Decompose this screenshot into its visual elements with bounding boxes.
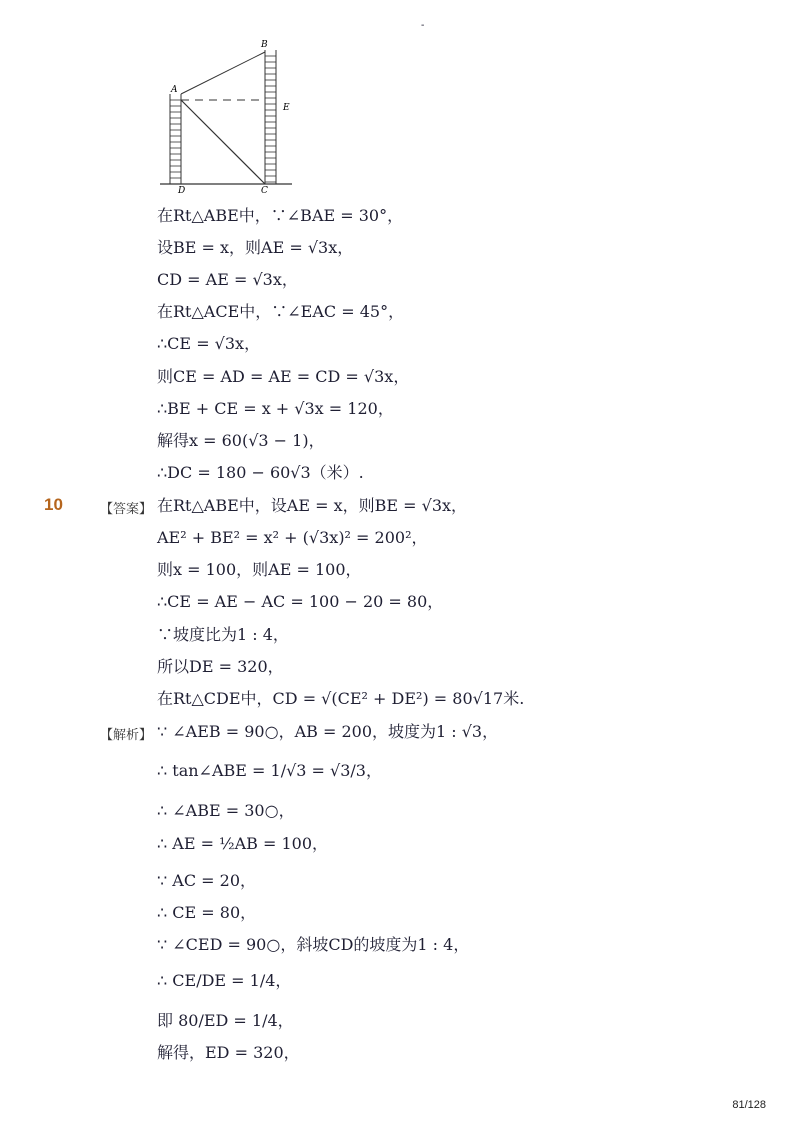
line-AB xyxy=(181,52,265,94)
analysis-line: 解得，ED = 320， xyxy=(157,1043,300,1062)
analysis-line: ∴ ∠ABE = 30○， xyxy=(157,801,295,820)
solution-line: 在Rt△ABE中，∵∠BAE = 30°， xyxy=(157,206,404,225)
analysis-tag: 【解析】 xyxy=(100,728,153,743)
analysis-line: ∵ AC = 20， xyxy=(157,871,257,890)
line-AC xyxy=(181,100,265,184)
analysis-line: ∵ ∠AEB = 90○，AB = 200，坡度为1 : √3， xyxy=(157,722,499,741)
solution-line: 设BE = x，则AE = √3x， xyxy=(157,238,354,257)
analysis-line: ∴ CE/DE = 1/4， xyxy=(157,971,292,990)
solution-line: ∴CE = √3x， xyxy=(157,334,261,353)
analysis-line: ∴ tan∠ABE = 1/√3 = √3/3， xyxy=(157,761,382,780)
solution-line: 在Rt△ACE中，∵∠EAC = 45°， xyxy=(157,302,405,321)
analysis-line: ∴ AE = ½AB = 100， xyxy=(157,834,329,853)
answer-tag: 【答案】 xyxy=(100,502,153,517)
answer-line: 在Rt△CDE中，CD = √(CE² + DE²) = 80√17米. xyxy=(157,689,525,708)
solution-line: ∴BE + CE = x + √3x = 120， xyxy=(157,399,394,418)
label-D: D xyxy=(178,186,186,196)
label-A: A xyxy=(171,85,178,95)
label-C: C xyxy=(261,186,268,196)
analysis-line: ∴ CE = 80， xyxy=(157,903,257,922)
top-mark: - xyxy=(421,20,425,31)
answer-line: 所以DE = 320， xyxy=(157,657,284,676)
analysis-line: ∵ ∠CED = 90○，斜坡CD的坡度为1 : 4， xyxy=(157,935,470,954)
answer-line: AE² + BE² = x² + (√3x)² = 200²， xyxy=(157,528,428,547)
answer-line: 则x = 100，则AE = 100， xyxy=(157,560,362,579)
solution-line: 则CE = AD = AE = CD = √3x， xyxy=(157,367,410,386)
solution-line: CD = AE = √3x， xyxy=(157,270,298,289)
page-number: 81/128 xyxy=(732,1099,766,1111)
label-E: E xyxy=(283,103,290,113)
answer-line: ∵坡度比为1 : 4， xyxy=(157,625,289,644)
solution-line: ∴DC = 180 − 60√3（米）. xyxy=(157,463,364,482)
left-building xyxy=(170,94,181,184)
analysis-line: 即 80/ED = 1/4， xyxy=(157,1011,294,1030)
answer-line: ∴CE = AE − AC = 100 − 20 = 80， xyxy=(157,592,444,611)
label-B: B xyxy=(261,40,268,50)
question-number: 10 xyxy=(44,495,63,514)
geometry-figure xyxy=(0,0,800,200)
answer-line: 在Rt△ABE中，设AE = x，则BE = √3x， xyxy=(157,496,468,515)
solution-line: 解得x = 60(√3 − 1)， xyxy=(157,431,325,450)
